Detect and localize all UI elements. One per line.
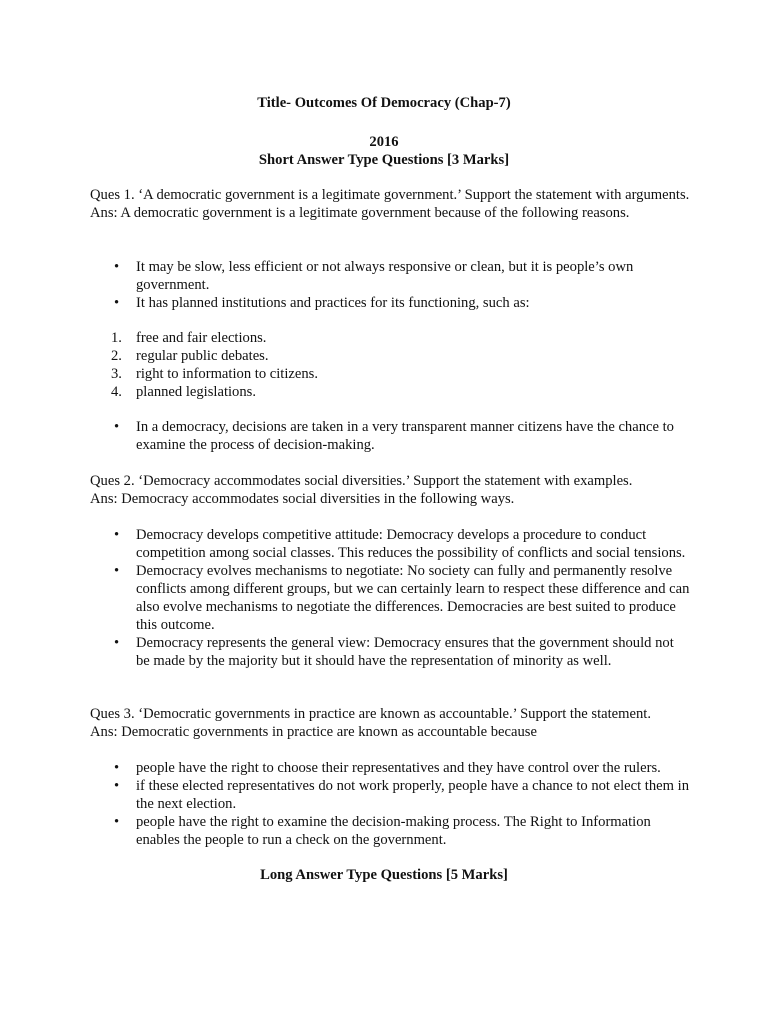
list-item [90, 526, 690, 562]
question-1-block [90, 186, 690, 222]
list-number: 1. [111, 330, 122, 346]
question-3-text: Ques 3. ‘Democratic governments in practice are known as accountable.’ Support the statement. [90, 706, 651, 722]
list-item-text: Democracy develops competitive attitude: Democracy develops a procedure to conduct competition among social classes. This reduces the possibility of conflicts and social tensions. [136, 527, 686, 561]
list-item [90, 759, 690, 777]
bullet-icon: • [114, 563, 120, 579]
list-item [90, 418, 690, 454]
list-number: 3. [111, 366, 122, 382]
long-answer-heading: Long Answer Type Questions [5 Marks] [260, 867, 508, 883]
list-item [90, 365, 690, 383]
list-item-text: if these elected representatives do not work properly, people have a chance to not elect them in the next election. [136, 778, 689, 812]
list-number: 2. [111, 348, 122, 364]
year-heading: 2016 [369, 134, 399, 150]
list-item-text: planned legislations. [136, 384, 256, 400]
list-item-text: It has planned institutions and practices for its functioning, such as: [136, 295, 530, 311]
list-item-text: people have the right to choose their representatives and they have control over the rulers. [136, 760, 661, 776]
list-item [90, 294, 690, 312]
answer-1-bullets-b [90, 418, 690, 454]
question-3-block [90, 705, 690, 741]
bullet-icon: • [114, 760, 120, 776]
bullet-icon: • [114, 814, 120, 830]
question-1-text: Ques 1. ‘A democratic government is a legitimate government.’ Support the statement with arguments. [90, 187, 690, 203]
bullet-icon: • [114, 635, 120, 651]
answer-3-text: Ans: Democratic governments in practice are known as accountable because [90, 724, 537, 740]
list-item-text: In a democracy, decisions are taken in a very transparent manner citizens have the chance to examine the process of decision-making. [136, 419, 674, 453]
answer-3-bullets [90, 759, 690, 849]
bullet-icon: • [114, 259, 120, 275]
list-number: 4. [111, 384, 122, 400]
document-title: Title- Outcomes Of Democracy (Chap-7) [257, 95, 511, 111]
question-2-block [90, 472, 690, 508]
question-2-text: Ques 2. ‘Democracy accommodates social diversities.’ Support the statement with examples. [90, 473, 633, 489]
list-item-text: free and fair elections. [136, 330, 267, 346]
list-item-text: Democracy evolves mechanisms to negotiate: No society can fully and permanently resolve conflicts among different groups, but we can certainly learn to respect these difference and can also evolve mechanisms to negotiate the differences. Democracies are best suited to produce this outcome. [136, 563, 690, 633]
list-item-text: It may be slow, less efficient or not always responsive or clean, but it is people’s own government. [136, 259, 634, 293]
answer-1-text: Ans: A democratic government is a legitimate government because of the following reasons. [90, 205, 630, 221]
list-item [90, 329, 690, 347]
answer-1-numbered-list [90, 329, 690, 401]
list-item [90, 258, 690, 294]
bullet-icon: • [114, 527, 120, 543]
list-item [90, 383, 690, 401]
list-item-text: people have the right to examine the decision-making process. The Right to Information enables the people to run a check on the government. [136, 814, 651, 848]
list-item [90, 777, 690, 813]
answer-1-bullets-a [90, 258, 690, 312]
list-item-text: right to information to citizens. [136, 366, 318, 382]
bullet-icon: • [114, 778, 120, 794]
bullet-icon: • [114, 295, 120, 311]
short-answer-heading: Short Answer Type Questions [3 Marks] [258, 152, 510, 168]
list-item-text: Democracy represents the general view: Democracy ensures that the government should not be made by the majority but it should have the representation of minority as well. [136, 635, 674, 669]
list-item [90, 347, 690, 365]
list-item [90, 634, 690, 670]
list-item [90, 562, 690, 634]
list-item [90, 813, 690, 849]
list-item-text: regular public debates. [136, 348, 269, 364]
bullet-icon: • [114, 419, 120, 435]
answer-2-bullets [90, 526, 690, 670]
answer-2-text: Ans: Democracy accommodates social diversities in the following ways. [90, 491, 515, 507]
